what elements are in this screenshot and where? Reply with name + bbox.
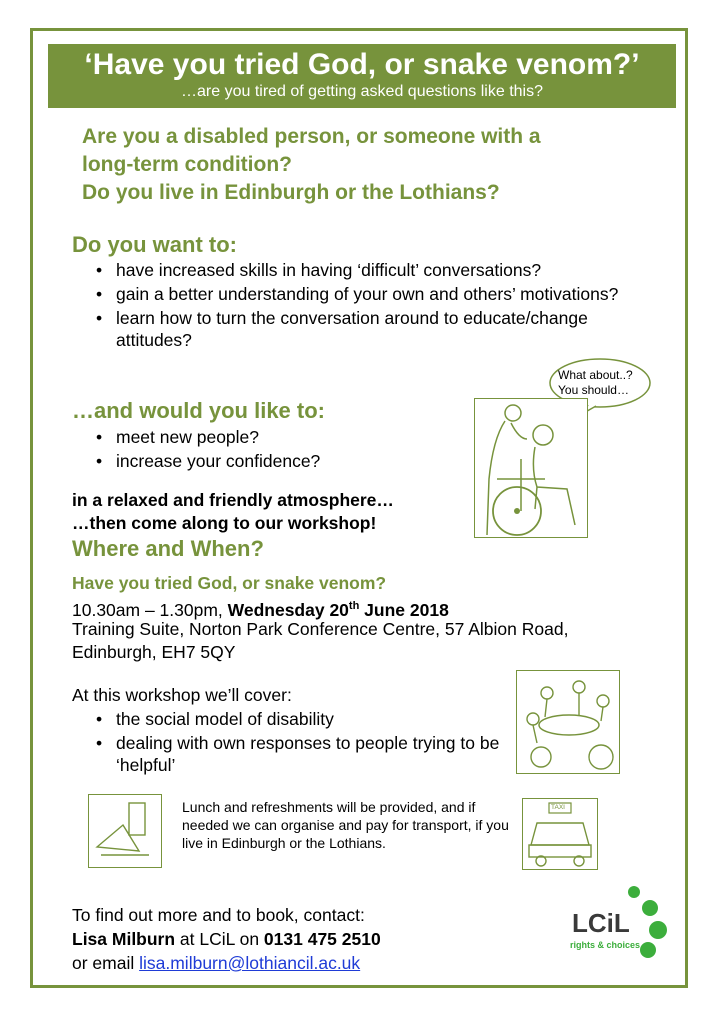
contact-line-2 xyxy=(72,927,381,951)
list-item: • dealing with own responses to people trying to be ‘helpful’ xyxy=(92,732,502,776)
title-banner xyxy=(48,44,676,108)
list-item: • gain a better understanding of your own and others’ motivations? xyxy=(92,283,652,305)
lcil-logo xyxy=(556,884,676,964)
atmosphere-line-1: in a relaxed and friendly atmosphere… xyxy=(72,490,394,510)
event-day-rest: June 2018 xyxy=(359,599,449,620)
event-title: Have you tried God, or snake venom? xyxy=(72,573,387,593)
logo-tagline: rights & choices xyxy=(570,940,641,950)
contact-name: Lisa Milburn xyxy=(72,929,176,949)
like-heading: …and would you like to: xyxy=(72,398,325,423)
lunch-text: Lunch and refreshments will be provided, and if needed we can organise and pay for transport, if you live in Edinburgh or the Lothians. xyxy=(182,799,509,851)
email-link[interactable]: lisa.milburn@lothiancil.ac.uk xyxy=(139,953,361,973)
event-day-text: Wednesday 20 xyxy=(227,599,349,620)
speech-line-2: You should… xyxy=(558,383,629,397)
food-illustration xyxy=(88,794,162,868)
like-list xyxy=(92,426,452,474)
intro-line-1: Are you a disabled person, or someone with a xyxy=(82,125,541,148)
venue-line-1: Training Suite, Norton Park Conference Centre, 57 Albion Road, xyxy=(72,619,569,639)
banner-title: ‘Have you tried God, or snake venom?’ xyxy=(84,48,640,81)
list-item: • have increased skills in having ‘difficult’ conversations? xyxy=(92,259,652,281)
intro-line-3: Do you live in Edinburgh or the Lothians? xyxy=(82,181,500,204)
where-heading: Where and When? xyxy=(72,536,264,561)
cover-list xyxy=(92,708,502,778)
group-illustration xyxy=(516,670,620,774)
logo-name: LCiL xyxy=(572,908,630,938)
speech-line-1: What about..? xyxy=(558,368,633,382)
venue-line-2: Edinburgh, EH7 5QY xyxy=(72,642,236,662)
contact-block xyxy=(72,903,381,975)
taxi-illustration xyxy=(522,798,598,870)
want-heading: Do you want to: xyxy=(72,232,237,257)
email-prefix: or email xyxy=(72,953,140,973)
contact-at: at LCiL on xyxy=(175,929,264,949)
list-item: • meet new people? xyxy=(92,426,452,448)
event-time: 10.30am – 1.30pm, xyxy=(72,599,228,620)
event-day xyxy=(228,600,449,620)
list-item: • increase your confidence? xyxy=(92,450,452,472)
list-item: • the social model of disability xyxy=(92,708,502,730)
atmosphere-text xyxy=(72,489,394,535)
cover-intro: At this workshop we’ll cover: xyxy=(72,685,292,705)
atmosphere-line-2: …then come along to our workshop! xyxy=(72,513,377,533)
contact-line-1: To find out more and to book, contact: xyxy=(72,905,365,925)
intro-questions xyxy=(82,123,541,207)
contact-line-3 xyxy=(72,951,381,975)
banner-subtitle: …are you tired of getting asked questions like this? xyxy=(181,83,543,100)
list-item: • learn how to turn the conversation around to educate/change attitudes? xyxy=(92,307,652,351)
event-day-sup: th xyxy=(348,600,360,612)
intro-line-2: long-term condition? xyxy=(82,153,292,176)
contact-phone: 0131 475 2510 xyxy=(263,929,381,949)
wheelchair-illustration xyxy=(474,398,588,538)
want-list xyxy=(92,259,652,353)
taxi-sign: TAXI xyxy=(551,804,565,811)
